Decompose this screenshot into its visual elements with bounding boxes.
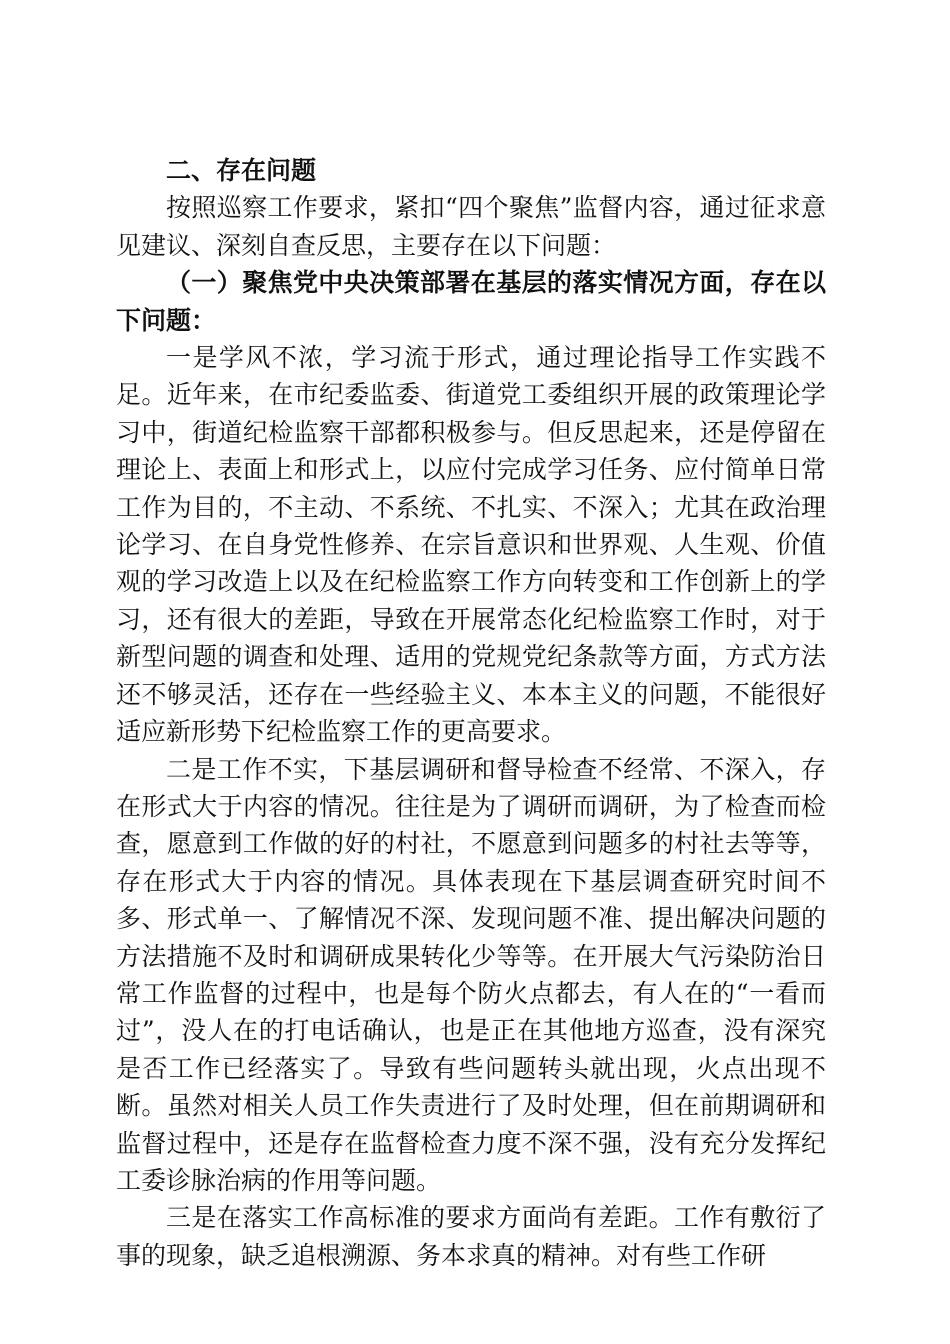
document-body [116,152,826,1274]
subheading-focus-central-decisions: （一）聚焦党中央决策部署在基层的落实情况方面，存在以下问题： [116,268,826,335]
paragraph-high-standards: 三是在落实工作高标准的要求方面尚有差距。工作有敷衍了事的现象，缺乏追根溯源、务本求真的精神。对有些工作研 [116,1203,826,1270]
paragraph-study-style: 一是学风不浓，学习流于形式，通过理论指导工作实践不足。近年来，在市纪委监委、街道党工委组织开展的政策理论学习中，街道纪检监察干部都积极参与。但反思起来，还是停留在理论上、表面上和形式上，以应付完成学习任务、应付简单日常工作为目的，不主动、不系统、不扎实、不深入；尤其在政治理论学习、在自身党性修养、在宗旨意识和世界观、人生观、价值观的学习改造上以及在纪检监察工作方向转变和工作创新上的学习，还有很大的差距，导致在开展常态化纪检监察工作时，对于新型问题的调查和处理、适用的党规党纪条款等方面，方式方法还不够灵活，还存在一些经验主义、本本主义的问题，不能很好适应新形势下纪检监察工作的更高要求。 [116,343,826,747]
paragraph-work-not-solid: 二是工作不实，下基层调研和督导检查不经常、不深入，存在形式大于内容的情况。往往是为了调研而调研，为了检查而检查，愿意到工作做的好的村社，不愿意到问题多的村社去等等，存在形式大于内容的情况。具体表现在下基层调查研究时间不多、形式单一、了解情况不深、发现问题不准、提出解决问题的方法措施不及时和调研成果转化少等等。在开展大气污染防治日常工作监督的过程中，也是每个防火点都去，有人在的“一看而过”，没人在的打电话确认，也是正在其他地方巡查，没有深究是否工作已经落实了。导致有些问题转头就出现，火点出现不断。虽然对相关人员工作失责进行了及时处理，但在前期调研和监督过程中，还是存在监督检查力度不深不强，没有充分发挥纪工委诊脉治病的作用等问题。 [116,754,826,1195]
intro-paragraph: 按照巡察工作要求，紧扣“四个聚焦”监督内容，通过征求意见建议、深刻自查反思，主要存在以下问题： [116,193,826,260]
section-heading: 二、存在问题 [166,156,317,185]
